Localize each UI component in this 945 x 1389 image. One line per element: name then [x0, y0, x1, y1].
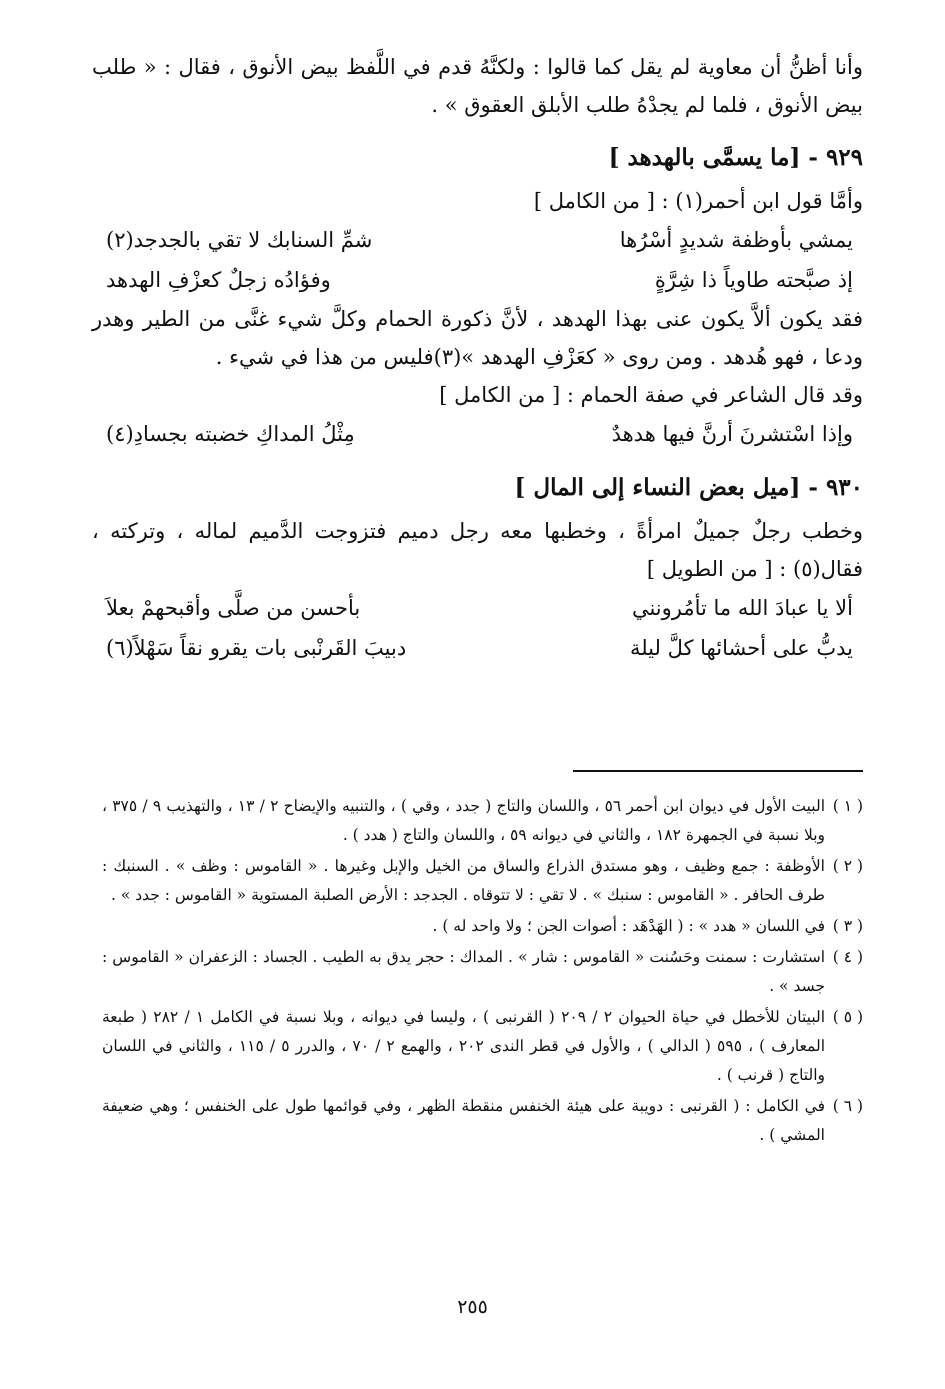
verse-first-hemistich: إذ صبَّحته طاوياً ذا شِرَّةٍ [654, 268, 853, 292]
hoopoe-paragraph: فقد يكون ألاَّ يكون عنى بهذا الهدهد ، لأنَّ ذكورة الحمام وكلَّ شيء غنَّى من الطير وهدر ودعا ، فهو هُدهد . ومن روى « كعَزْفِ الهدهد »(٣)فليس من هذا في شيء . [92, 307, 863, 369]
footnote-item [102, 943, 863, 1001]
footnotes [102, 792, 863, 1152]
verse-line [92, 414, 863, 454]
footnote-text: البيتان للأخطل في حياة الحيوان ٢ / ٢٠٩ ( القرنبى ) ، وليسا في ديوانه ، وبلا نسبة في الكامل ١ / ٢٨٢ ( طبعة المعارف ) ، ٥٩٥ ( الدالي ) ، والأول في قطر الندى ٢٠٢ ، والهمع ٢ / ٧٠ ، والدرر ٥ / ١١٥ ، والثاني في اللسان والتاج ( قرنب ) . [102, 1008, 826, 1084]
verse-line [92, 260, 863, 300]
footnote-item [102, 1092, 863, 1150]
footnote-item [102, 912, 863, 941]
footnote-number: ( ١ ) [832, 797, 863, 815]
section-heading-930: ٩٣٠ - [ميل بعض النساء إلى المال ] [514, 474, 863, 501]
verse-second-hemistich: مِثْلُ المداكِ خضبته بجسادِ(٤) [106, 422, 355, 446]
main-text [92, 48, 863, 668]
page-number: ٢٥٥ [457, 1296, 488, 1318]
verse-first-hemistich: يدبُّ على أحشائها كلَّ ليلة [629, 636, 853, 660]
marriage-paragraph: وخطب رجلٌ جميلٌ امرأةً ، وخطبها معه رجل دميم فتزوجت الدَّميم لماله ، وتركته ، فقال(٥) : [ من الطويل ] [92, 519, 863, 581]
footnote-number: ( ٤ ) [832, 948, 863, 966]
footnote-number: ( ٣ ) [832, 917, 863, 935]
footnote-text: استشارت : سمنت وحَسُنت « القاموس : شار » . المداك : حجر يدق به الطيب . الجساد : الزعفران « القاموس : جسد » . [102, 948, 825, 995]
footnote-item [102, 1003, 863, 1090]
section-heading-929: ٩٢٩ - [ما يسمَّى بالهدهد ] [608, 144, 863, 171]
verse-line [92, 588, 863, 628]
intro-paragraph: وأنا أظنُّ أن معاوية لم يقل كما قالوا : ولكنَّهُ قدم في اللَّفظ بيض الأنوق ، فقال : « طلب بيض الأنوق ، فلما لم يجدْهُ طلب الأبلق العقوق » . [92, 55, 863, 117]
poem-intro-ibn-ahmar: وأمَّا قول ابن أحمر(١) : [ من الكامل ] [533, 189, 863, 213]
footnote-text: في اللسان « هدد » : ( الهَدْهَد : أصوات الجن ؛ ولا واحد له ) . [432, 917, 825, 935]
footnote-divider [573, 770, 863, 772]
verse-first-hemistich: ألا يا عبادَ الله ما تأمُرونني [631, 596, 853, 620]
verse-second-hemistich: وفؤادُه زجلٌ كعزْفِ الهدهد [106, 268, 331, 292]
footnote-number: ( ٥ ) [832, 1008, 863, 1026]
footnote-item [102, 792, 863, 850]
verse-second-hemistich: دبيبَ القَرنْبى بات يقرو نقاً سَهْلاً(٦) [106, 636, 407, 660]
verse-second-hemistich: بأحسن من صلَّى وأقبحهمْ بعلاَ [106, 596, 361, 620]
verse-first-hemistich: وإذا اسْتشرنَ أرنَّ فيها هدهدٌ [611, 422, 853, 446]
footnote-item [102, 852, 863, 910]
footnote-text: الأوظفة : جمع وظيف ، وهو مستدق الذراع والساق من الخيل والإبل وغيرها . « القاموس : وظف » . السنبك : طرف الحافر . « القاموس : سنبك » . لا تقي : لا تتوقاه . الجدجد : الأرض الصلبة المستوية « القاموس : جدد » . [102, 857, 825, 904]
verse-first-hemistich: يمشي بأوظفة شديدٍ أسْرُها [619, 228, 853, 252]
footnote-text: البيت الأول في ديوان ابن أحمر ٥٦ ، واللسان والتاج ( جدد ، وقي ) ، والتنبيه والإيضاح ٢ / ١٣ ، والتهذيب ٩ / ٣٧٥ ، وبلا نسبة في الجمهرة ١٨٢ ، والثاني في ديوانه ٥٩ ، واللسان والتاج ( هدد ) . [102, 797, 826, 844]
footnote-number: ( ٢ ) [832, 857, 863, 875]
poem-intro-doves: وقد قال الشاعر في صفة الحمام : [ من الكامل ] [439, 383, 863, 407]
footnote-number: ( ٦ ) [832, 1097, 863, 1115]
verse-second-hemistich: شمِّ السنابك لا تقي بالجدجد(٢) [106, 228, 373, 252]
verse-line [92, 220, 863, 260]
footnote-text: في الكامل : ( القرنبى : دويبة على هيئة الخنفس منقطة الظهر ، وفي قوائمها طول على الخنفس ؛ وهي ضعيفة المشي ) . [102, 1097, 825, 1144]
verse-line [92, 628, 863, 668]
